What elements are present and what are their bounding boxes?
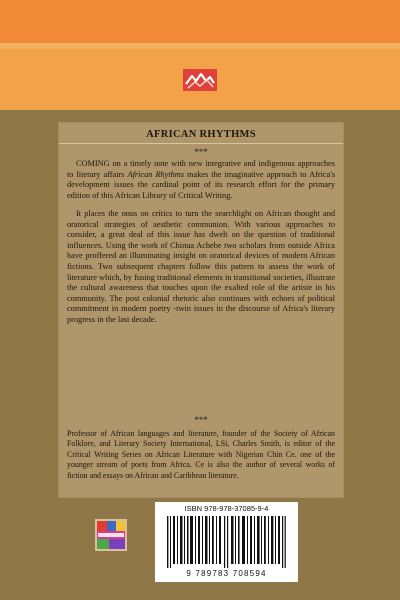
barcode-digits: 9 789783 708594 — [186, 569, 267, 578]
book-title: AFRICAN RHYTHMS — [146, 129, 256, 140]
barcode-bars — [167, 516, 286, 568]
handel-books-logo-icon — [95, 519, 127, 551]
blurb-paragraph-2: It places the onus on critics to turn the searchlight on African thought and oratorical strategies of aesthetic communion. With various approaches to consider, a great deal of this issue has dwelt on the question of traditional influences. Using the work of Chinua Achebe two scholars from outside Africa have proffered an illuminating insight on oratorical devices of modern African fictions. Two subsequent chapters follow this pattern to assess the work of literature which, by fusing traditional elements in transitional societies, illustrate the cultural awareness that touches upon the exalted role of the artiste in his community. The post colonial rhetoric also continues with echoes of political commitment in modern poetry -twin issues in the discourse of Africa's literary progress in the last decade. — [67, 209, 335, 324]
isbn-label: ISBN 978-978-37085-9-4 — [184, 504, 269, 513]
paragraph-1-title-italic: African Rhythms — [127, 169, 185, 179]
paragraph-1-lead: COMING on a timely note with new integrative and indigenous approaches to literary affairs — [67, 159, 335, 179]
band-highlight — [0, 43, 400, 49]
editor-bio: Professor of African languages and literature, founder of the Society of African Folklore, and Literary Society International, LSi, Charles Smith, is editor of the Critical Writing Series on African Literature with Nigerian Chin Ce. one of the younger stream of poets from Africa. Ce is also the author of several works of fiction and essays on African and Caribbean literature. — [67, 429, 335, 480]
blurb-panel — [58, 122, 344, 498]
blurb-paragraph-1 — [67, 159, 335, 201]
title-rule — [59, 143, 343, 144]
separator-stars-2: *** — [194, 415, 208, 425]
separator-stars: *** — [194, 147, 208, 157]
red-chevron-logo-icon — [183, 69, 217, 91]
paragraph-1-tail: makes the imaginative approach to Africa's development issues the cardinal point of its research effort for the primary edition of this African Library of Critical Writing. — [67, 169, 335, 200]
top-orange-band — [0, 0, 400, 43]
isbn-barcode — [155, 502, 298, 582]
